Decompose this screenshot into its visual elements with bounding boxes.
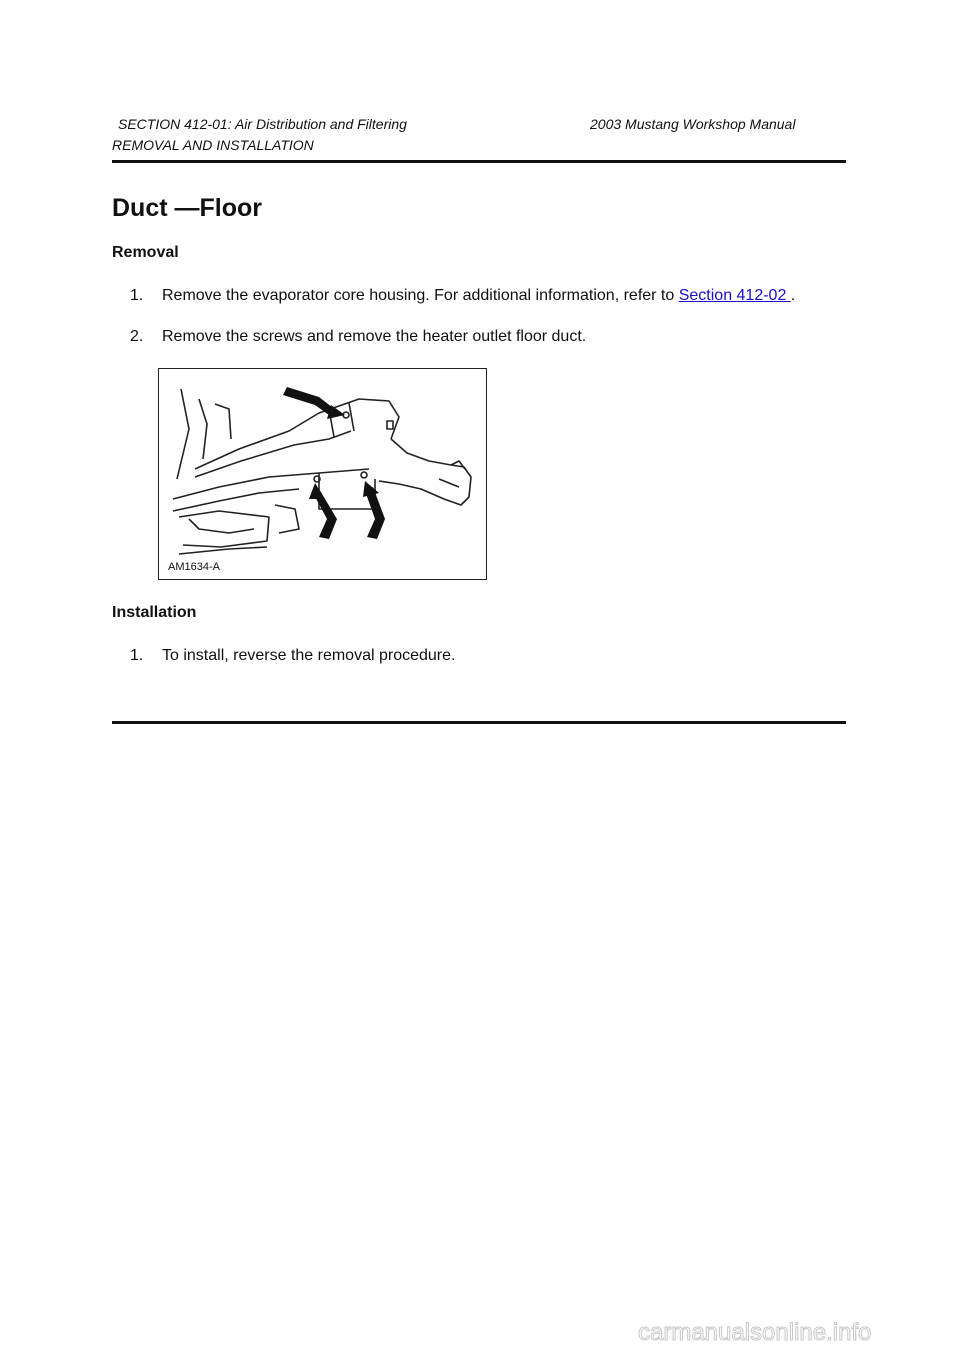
installation-step-1 xyxy=(130,647,455,665)
removal-step-2 xyxy=(130,328,586,346)
step-text: Remove the screws and remove the heater outlet floor duct. xyxy=(162,328,587,345)
step-number: 2. xyxy=(130,328,144,345)
step-suffix: . xyxy=(790,287,796,304)
site-watermark xyxy=(638,1318,948,1348)
footer-divider xyxy=(112,721,846,724)
removal-step-1 xyxy=(130,287,795,305)
procedure-type: REMOVAL AND INSTALLATION xyxy=(112,137,314,153)
removal-heading: Removal xyxy=(112,244,179,261)
floor-duct-drawing xyxy=(159,369,486,579)
figure-label: AM1634-A xyxy=(168,561,220,573)
section-412-02-link[interactable]: Section 412-02 xyxy=(678,287,791,304)
step-text: To install, reverse the removal procedure. xyxy=(162,647,456,664)
page-header xyxy=(118,116,808,132)
duct-illustration xyxy=(158,368,487,580)
step-text: Remove the evaporator core housing. For additional information, refer to xyxy=(162,287,679,304)
header-divider xyxy=(112,160,846,163)
section-title: SECTION 412-01: Air Distribution and Filtering xyxy=(118,116,407,132)
installation-heading: Installation xyxy=(112,604,197,621)
watermark-text: carmanualsonline.info xyxy=(638,1319,872,1346)
page-title: Duct —Floor xyxy=(112,194,262,222)
step-number: 1. xyxy=(130,287,144,304)
step-number: 1. xyxy=(130,647,144,664)
manual-title: 2003 Mustang Workshop Manual xyxy=(590,116,796,132)
